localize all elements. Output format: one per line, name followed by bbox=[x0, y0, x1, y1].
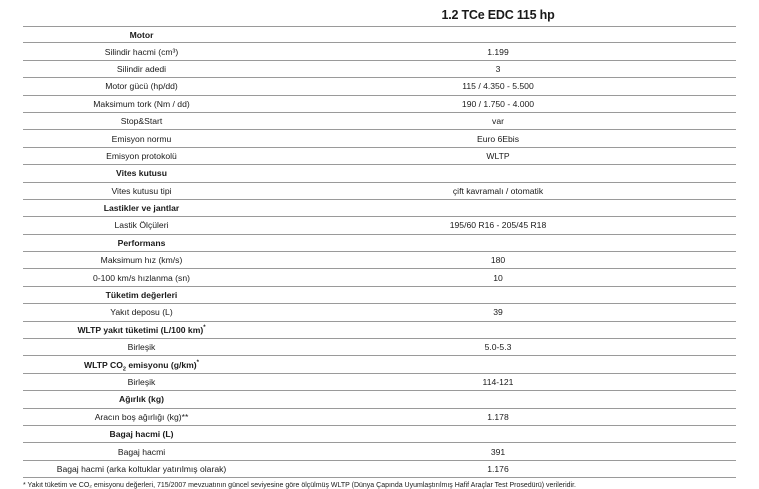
label-text: Ağırlık (kg) bbox=[119, 394, 164, 405]
section-row bbox=[23, 287, 736, 304]
label-text: Aracın boş ağırlığı (kg)** bbox=[94, 411, 189, 422]
spec-label bbox=[23, 186, 260, 196]
spec-label bbox=[23, 47, 260, 57]
spec-label bbox=[23, 464, 260, 474]
spec-value: 115 / 4.350 - 5.500 bbox=[462, 81, 534, 92]
spec-value: 5.0-5.3 bbox=[484, 342, 512, 353]
spec-label bbox=[23, 307, 260, 317]
spec-label bbox=[23, 342, 260, 352]
spec-label bbox=[23, 447, 260, 457]
spec-row bbox=[23, 183, 736, 200]
spec-value: WLTP bbox=[486, 150, 510, 161]
label-text: Stop&Start bbox=[120, 116, 163, 127]
spec-value: Euro 6Ebis bbox=[476, 133, 520, 144]
section-label bbox=[23, 429, 260, 439]
label-text: Performans bbox=[117, 237, 166, 248]
spec-value: 391 bbox=[490, 446, 506, 457]
label-text: Motor bbox=[129, 29, 154, 40]
section-row bbox=[23, 391, 736, 408]
label-text: emisyonu (g/km) bbox=[125, 359, 197, 370]
spec-value: 190 / 1.750 - 4.000 bbox=[461, 98, 535, 109]
spec-label bbox=[23, 81, 260, 91]
spec-row bbox=[23, 252, 736, 269]
spec-label bbox=[23, 255, 260, 265]
spec-value: 1.199 bbox=[487, 46, 509, 57]
spec-row bbox=[23, 269, 736, 286]
spec-label bbox=[23, 273, 260, 283]
spec-row bbox=[23, 217, 736, 234]
section-label bbox=[23, 203, 260, 213]
label-text: Bagaj hacmi (arka koltuklar yatırılmış olarak) bbox=[56, 463, 227, 474]
label-text: WLTP yakıt tüketimi (L/100 km) bbox=[77, 324, 204, 335]
spec-value: 180 bbox=[490, 255, 506, 266]
spec-row bbox=[23, 148, 736, 165]
label-text: Lastikler ve jantlar bbox=[103, 203, 180, 214]
section-label bbox=[23, 394, 260, 404]
section-row bbox=[23, 26, 736, 43]
spec-label bbox=[23, 134, 260, 144]
label-text: WLTP CO bbox=[84, 359, 123, 370]
spec-label bbox=[23, 220, 260, 230]
section-row bbox=[23, 165, 736, 182]
section-row bbox=[23, 426, 736, 443]
spec-row bbox=[23, 304, 736, 321]
section-label bbox=[23, 325, 260, 335]
spec-label bbox=[23, 412, 260, 422]
spec-row bbox=[23, 130, 736, 147]
section-label bbox=[23, 30, 260, 40]
spec-value: 3 bbox=[495, 63, 501, 74]
label-text: Yakıt deposu (L) bbox=[110, 307, 173, 318]
section-label bbox=[23, 359, 260, 373]
label-text: Vites kutusu tipi bbox=[111, 185, 172, 196]
spec-value: 195/60 R16 - 205/45 R18 bbox=[449, 220, 547, 231]
section-row bbox=[23, 200, 736, 217]
label-text: Lastik Ölçüleri bbox=[114, 220, 169, 231]
spec-row bbox=[23, 61, 736, 78]
label-text: Birleşik bbox=[127, 342, 156, 353]
spec-row bbox=[23, 339, 736, 356]
section-label bbox=[23, 290, 260, 300]
table-header bbox=[23, 0, 736, 26]
spec-label bbox=[23, 64, 260, 74]
label-text: Maksimum hız (km/s) bbox=[100, 255, 183, 266]
label-text: Silindir adedi bbox=[116, 63, 167, 74]
spec-row bbox=[23, 78, 736, 95]
section-label bbox=[23, 238, 260, 248]
spec-value: çift kavramalı / otomatik bbox=[452, 185, 544, 196]
spec-label bbox=[23, 151, 260, 161]
label-text: Bagaj hacmi bbox=[117, 446, 166, 457]
variant-title: 1.2 TCe EDC 115 hp bbox=[441, 8, 555, 22]
spec-value: 1.176 bbox=[487, 463, 509, 474]
spec-value: 10 bbox=[493, 272, 503, 283]
spec-row bbox=[23, 461, 736, 478]
spec-row bbox=[23, 374, 736, 391]
footnote: * Yakıt tüketim ve CO₂ emisyonu değerleri, 715/2007 mevzuatının güncel seviyesine göre ölçülmüş WLTP (Dünya Çapında Uyumlaştırılmış Hafif Araçlar Test Prosedürü) verileridir. bbox=[23, 482, 576, 489]
label-text: Silindir hacmi (cm³) bbox=[104, 46, 179, 57]
label-subscript: 2 bbox=[122, 366, 126, 373]
spec-label bbox=[23, 377, 260, 387]
section-label bbox=[23, 168, 260, 178]
spec-row bbox=[23, 96, 736, 113]
section-row bbox=[23, 322, 736, 339]
spec-value: 114-121 bbox=[482, 377, 514, 387]
label-text: Tüketim değerleri bbox=[105, 290, 178, 301]
label-superscript: * bbox=[203, 324, 206, 331]
spec-rows bbox=[23, 26, 736, 478]
label-text: Emisyon normu bbox=[111, 133, 172, 144]
label-superscript: * bbox=[196, 359, 199, 366]
spec-table bbox=[23, 0, 736, 478]
label-text: Maksimum tork (Nm / dd) bbox=[93, 98, 190, 109]
spec-value: var bbox=[492, 116, 504, 127]
label-text: Emisyon protokolü bbox=[106, 150, 177, 161]
section-row bbox=[23, 235, 736, 252]
spec-value: 1.178 bbox=[487, 411, 509, 422]
spec-row bbox=[23, 113, 736, 130]
label-text: 0-100 km/s hızlanma (sn) bbox=[93, 272, 190, 283]
label-text: Vites kutusu bbox=[116, 168, 167, 179]
section-row bbox=[23, 356, 736, 373]
spec-row bbox=[23, 409, 736, 426]
spec-label bbox=[23, 116, 260, 126]
spec-row bbox=[23, 443, 736, 460]
label-text: Bagaj hacmi (L) bbox=[109, 429, 174, 440]
spec-label bbox=[23, 99, 260, 109]
spec-row bbox=[23, 43, 736, 60]
label-text: Motor gücü (hp/dd) bbox=[105, 81, 178, 92]
spec-value: 39 bbox=[493, 307, 503, 318]
label-text: Birleşik bbox=[127, 377, 156, 387]
